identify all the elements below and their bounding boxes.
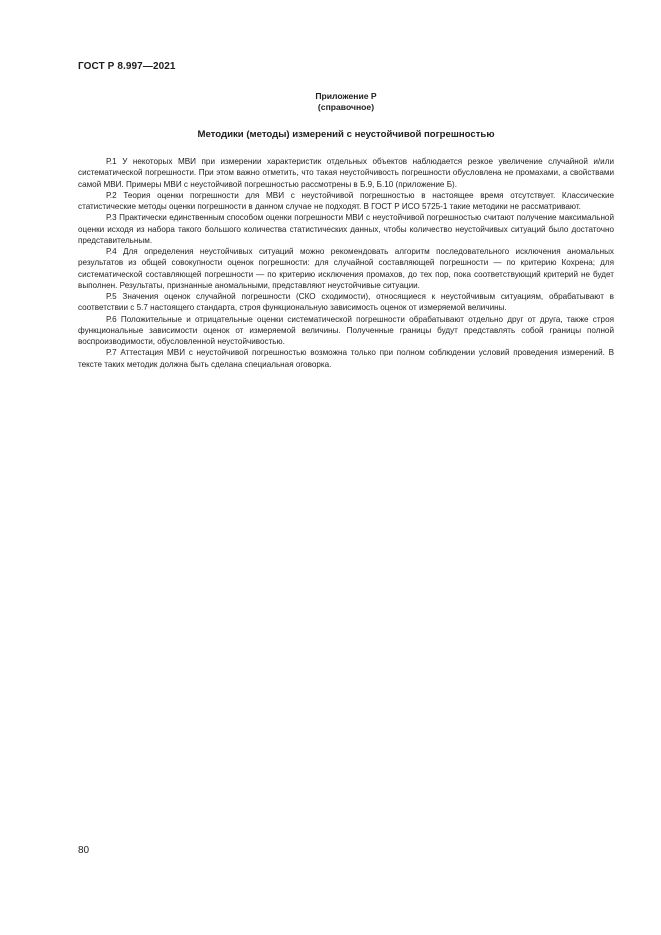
paragraph-p1: Р.1 У некоторых МВИ при измерении характеристик отдельных объектов наблюдается резкое увеличение случайной и/или систематической погрешности. При этом важно отметить, что такая неустойчивость погрешности обусловлена не промахами, а свойствами самой МВИ. Примеры МВИ с неустойчивой погрешностью рассмотрены в Б.9, Б.10 (приложение Б).: [78, 157, 614, 189]
appendix-type: (справочное): [317, 102, 375, 112]
paragraph-p2: Р.2 Теория оценки погрешности для МВИ с неустойчивой погрешностью в настоящее время отсутствует. Классические статистические методы оценки погрешности в данном случае не подходят. В ГОСТ Р ИСО 5725-1 такие методики не рассматривают.: [78, 190, 614, 211]
paragraph-p6: Р.6 Положительные и отрицательные оценки систематической погрешности обрабатывают отдельно друг от друга, также строя функциональные зависимости оценок от измеряемой величины. Полученные границы будут представлять собой границы полной воспроизводимости, обусловленной неустойчивостью.: [78, 314, 614, 346]
appendix-label: Приложение Р: [315, 91, 377, 101]
paragraph-p3: Р.3 Практически единственным способом оценки погрешности МВИ с неустойчивой погрешностью считают получение максимальной оценки исходя из набора такого большого количества статистических данных, чтобы количество неустойчивых ситуаций было достаточно представительным.: [78, 213, 614, 245]
page-number: 80: [78, 845, 90, 856]
paragraph-p7: Р.7 Аттестация МВИ с неустойчивой погрешностью возможна только при полном соблюдении условий проведения измерений. В тексте таких методик должна быть сделана специальная оговорка.: [78, 348, 614, 369]
appendix-heading: [78, 91, 614, 113]
document-standard-header: ГОСТ Р 8.997—2021: [78, 61, 176, 72]
paragraph-p5: Р.5 Значения оценок случайной погрешности (СКО сходимости), относящиеся к неустойчивым ситуациям, обрабатывают в соответствии с 5.7 настоящего стандарта, строя функциональную зависимость оценок от измеряемой величины.: [78, 292, 614, 313]
paragraph-p4: Р.4 Для определения неустойчивых ситуаций можно рекомендовать алгоритм последовательного исключения аномальных результатов из общей совокупности оценок погрешности: для случайной составляющей погрешности — по критерию Кохрена; для систематической составляющей погрешности — по критерию исключения промахов, до тех пор, пока соответствующий критерий не будет выполнен. Результаты, признанные аномальными, представляют неустойчивые ситуации.: [78, 247, 614, 290]
appendix-body: [78, 156, 614, 370]
appendix-title: Методики (методы) измерений с неустойчивой погрешностью: [197, 129, 495, 140]
